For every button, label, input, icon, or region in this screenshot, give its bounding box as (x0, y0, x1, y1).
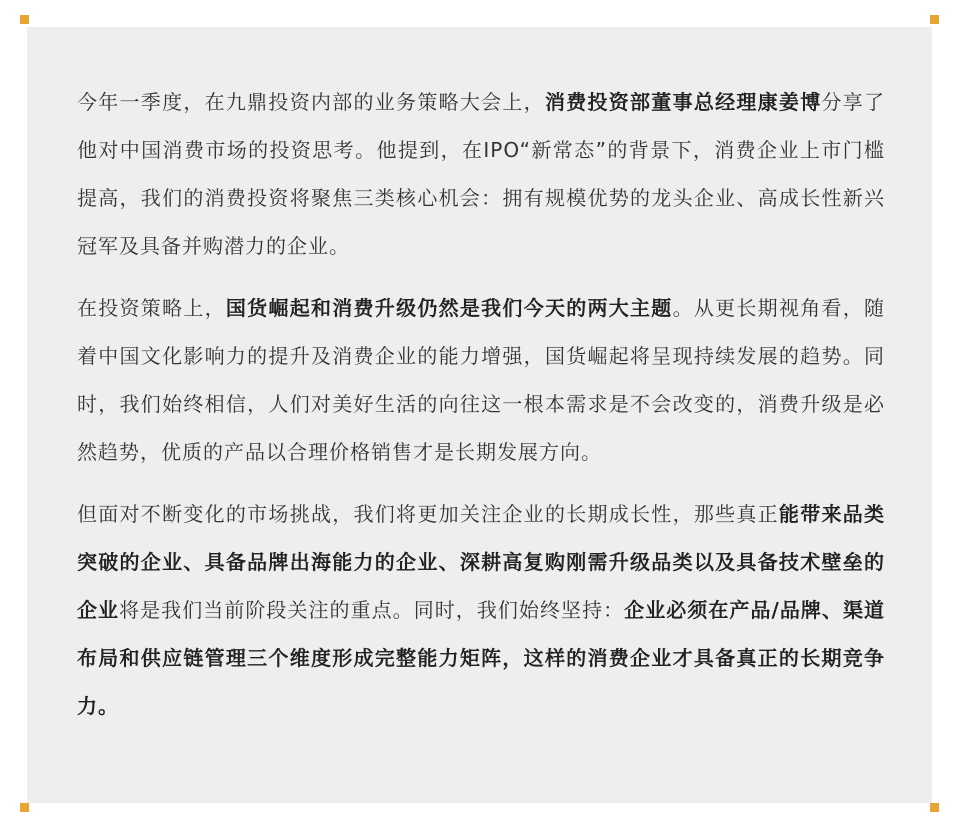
paragraph-3-bold-principle: 企业必须在产品/品牌、渠道布局和供应链管理三个维度形成完整能力矩阵，这样的消费企业才具备真正的长期竞争力。 (77, 598, 886, 718)
paragraph-2 (77, 284, 885, 476)
paragraph-2-text-2: 。从更长期视角看，随着中国文化影响力的提升及消费企业的能力增强，国货崛起将呈现持续发展的趋势。同时，我们始终相信，人们对美好生活的向往这一根本需求是不会改变的，消费升级是必然趋势，优质的产品以合理价格销售才是长期发展方向。 (77, 296, 886, 464)
corner-marker-top-left (20, 15, 29, 24)
paragraph-3-text-2: 将是我们当前阶段关注的重点。同时，我们始终坚持： (119, 598, 625, 622)
corner-marker-bottom-right (930, 803, 939, 812)
paragraph-2-text: 在投资策略上， (77, 296, 226, 320)
paragraph-2-bold-theme: 国货崛起和消费升级仍然是我们今天的两大主题 (225, 296, 673, 320)
paragraph-1-text: 今年一季度，在九鼎投资内部的业务策略大会上， (77, 90, 545, 114)
paragraph-3 (77, 490, 885, 730)
corner-marker-top-right (930, 15, 939, 24)
paragraph-3-bold-focus: 能带来品类突破的企业、具备品牌出海能力的企业、深耕高复购刚需升级品类以及具备技术壁垒的企业 (77, 502, 886, 622)
paragraph-1 (77, 78, 885, 270)
paragraph-1-bold-name: 消费投资部董事总经理康姜博 (544, 90, 822, 114)
article-body (77, 78, 885, 744)
paragraph-3-text: 但面对不断变化的市场挑战，我们将更加关注企业的长期成长性，那些真正 (77, 502, 779, 526)
corner-marker-bottom-left (20, 803, 29, 812)
paragraph-1-text-2: 分享了他对中国消费市场的投资思考。他提到，在IPO“新常态”的背景下，消费企业上市门槛提高，我们的消费投资将聚焦三类核心机会：拥有规模优势的龙头企业、高成长性新兴冠军及具备并购潜力的企业。 (77, 90, 886, 258)
